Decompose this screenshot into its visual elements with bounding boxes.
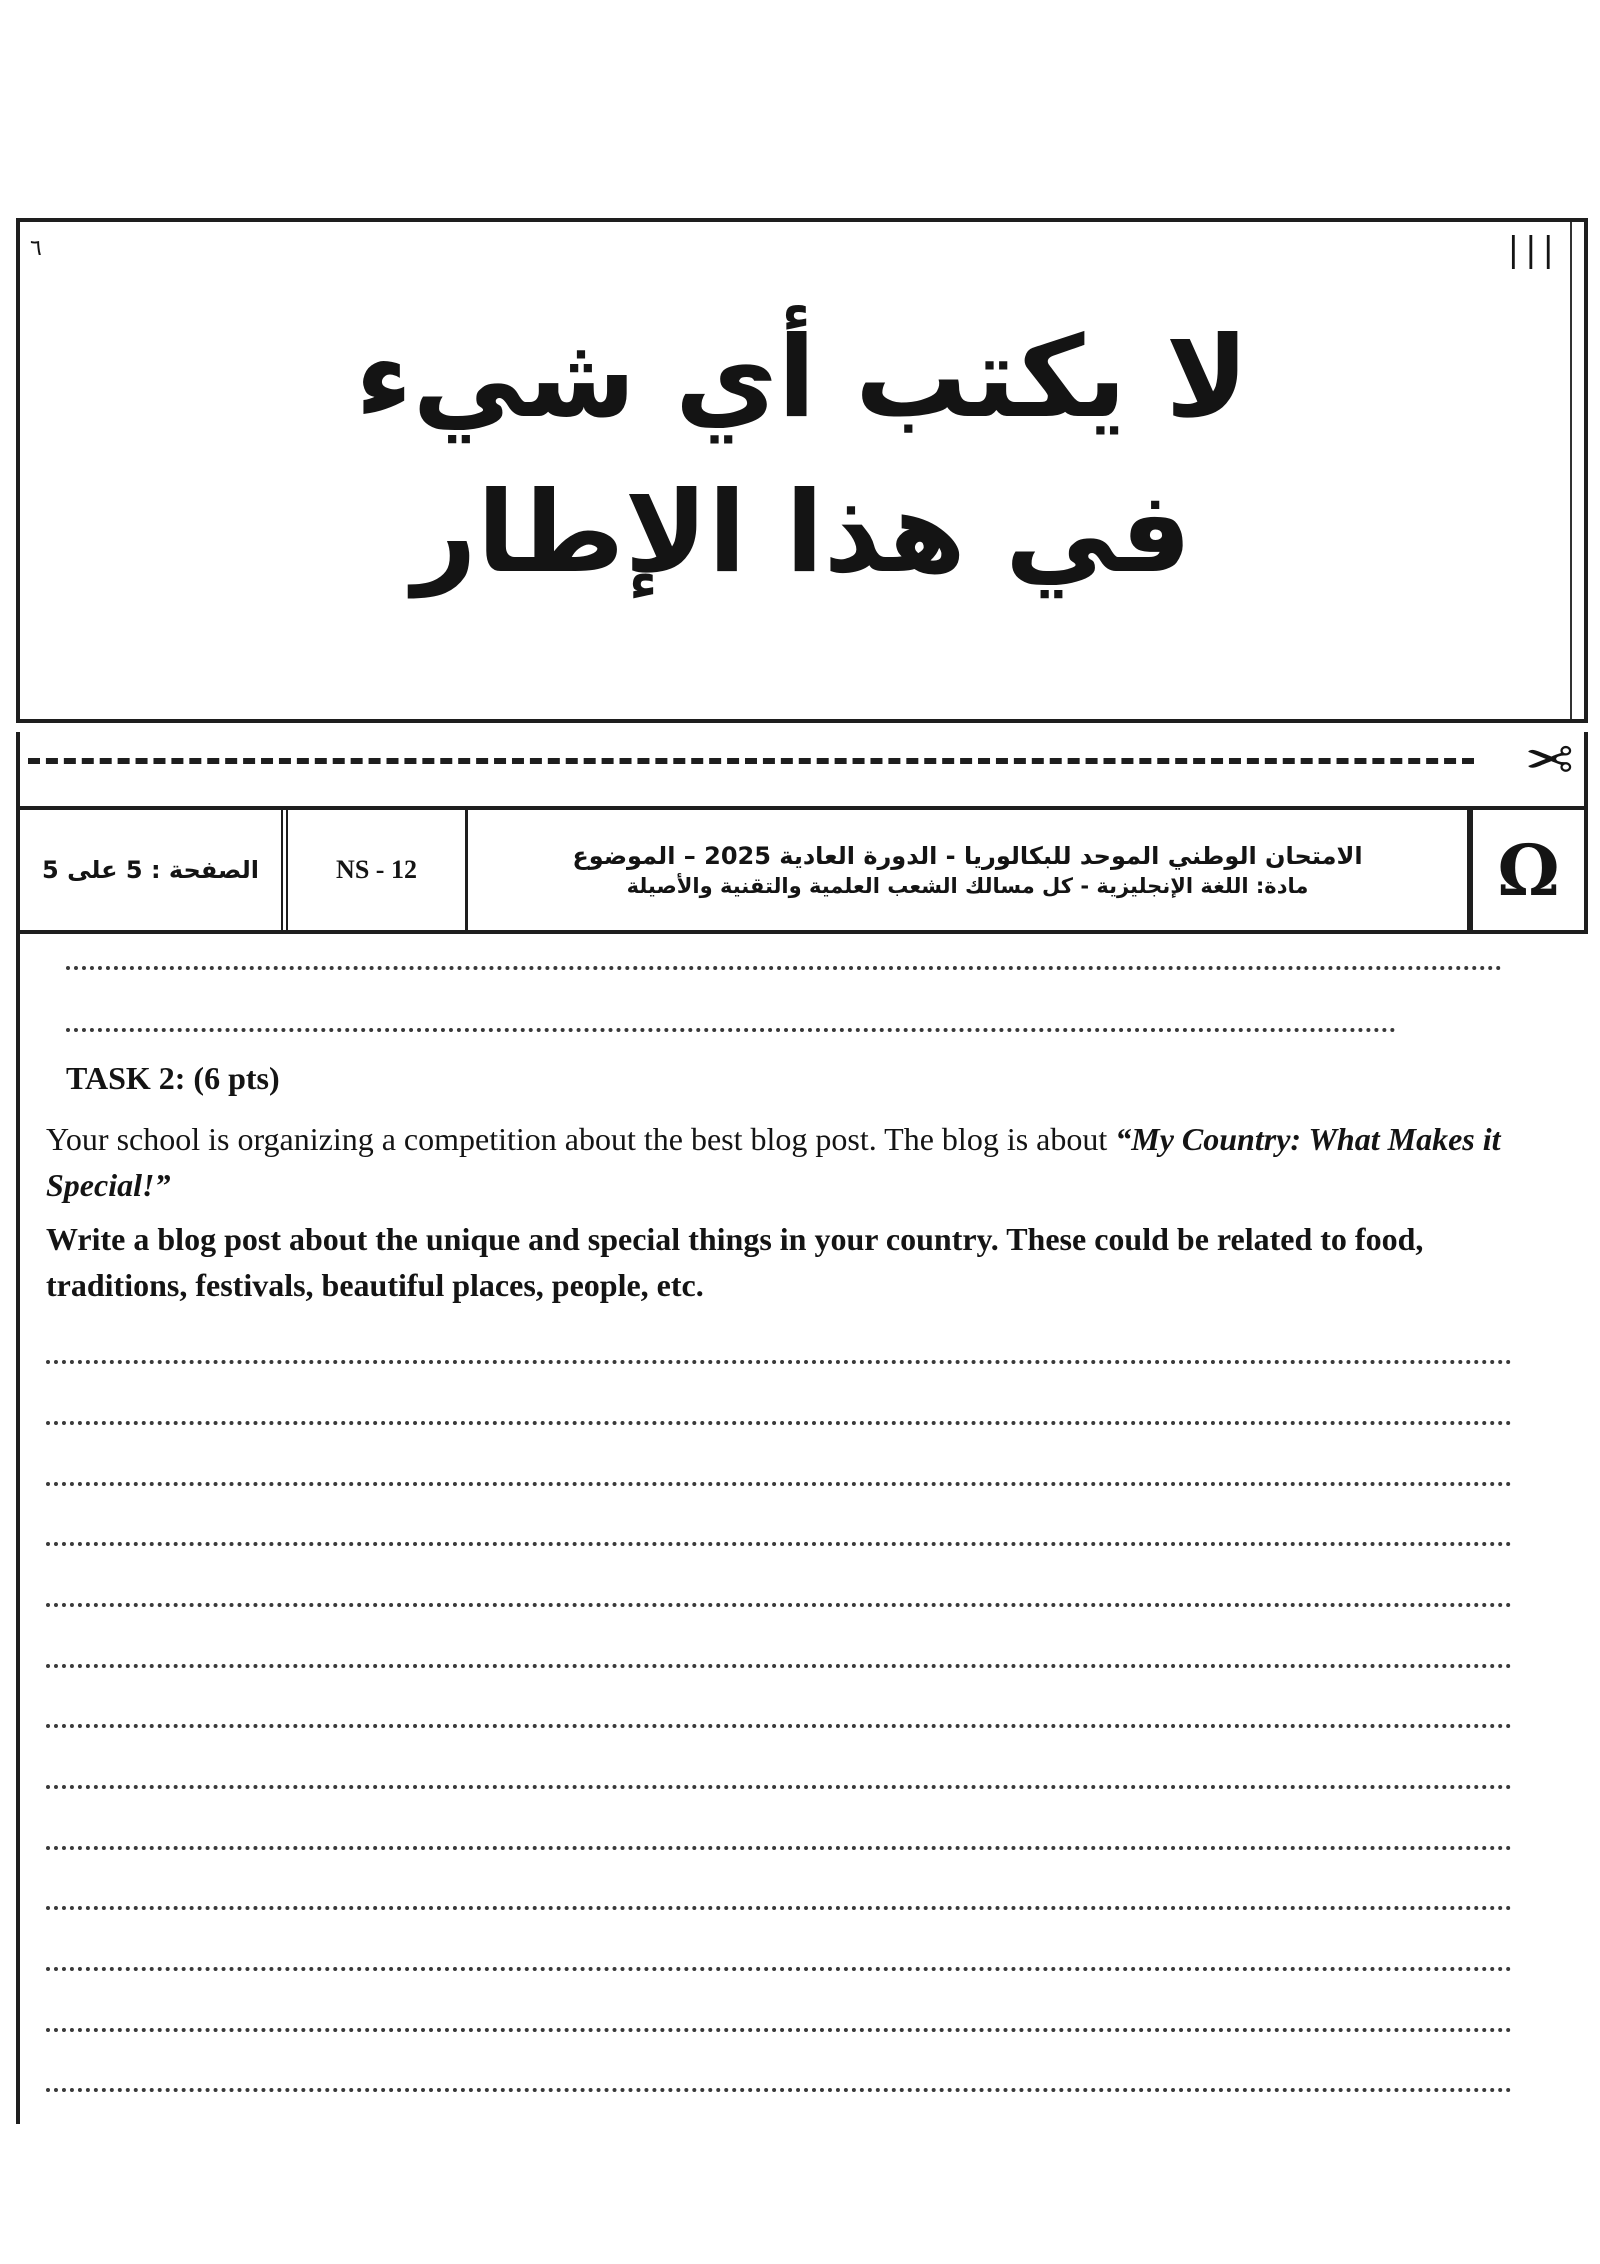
notice-line-2: في هذا الإطار <box>412 468 1192 598</box>
exam-header <box>16 806 1588 934</box>
exam-title: الامتحان الوطني الموحد للبكالوريا - الدورة العادية 2025 – الموضوع <box>572 842 1363 870</box>
answer-line[interactable] <box>46 1664 1512 1668</box>
answer-line[interactable] <box>66 1028 1396 1032</box>
notice-line-1: لا يكتب أي شيء <box>355 313 1249 443</box>
task-intro <box>46 1116 1516 1208</box>
answer-line[interactable] <box>46 1421 1512 1425</box>
logo-cell <box>1470 810 1584 930</box>
corner-mark-right: ||| <box>1507 230 1560 270</box>
scissors-icon: ✂ <box>1525 726 1574 794</box>
exam-code: NS - 12 <box>336 855 417 884</box>
answer-line[interactable] <box>46 1846 1512 1850</box>
cut-line <box>16 726 1588 806</box>
answer-line[interactable] <box>46 1785 1512 1789</box>
exam-code-cell <box>288 810 468 930</box>
answer-line[interactable] <box>46 2088 1512 2092</box>
answer-line[interactable] <box>46 2028 1512 2032</box>
dashed-cut-line <box>28 758 1474 764</box>
answer-line[interactable] <box>46 1603 1512 1607</box>
task-title: TASK 2: (6 pts) <box>66 1060 280 1096</box>
answer-line[interactable] <box>46 1542 1512 1546</box>
content-left-border <box>16 934 20 2124</box>
answer-line[interactable] <box>46 1724 1512 1728</box>
answer-line[interactable] <box>46 1967 1512 1971</box>
answer-line[interactable] <box>46 1482 1512 1486</box>
page-number-cell <box>20 810 288 930</box>
exam-title-cell <box>468 810 1470 930</box>
corner-mark-left: ٦ <box>30 236 42 261</box>
frame-inner-border <box>1570 222 1572 719</box>
answer-line[interactable] <box>46 1360 1512 1364</box>
answer-line[interactable] <box>46 1906 1512 1910</box>
omega-logo-icon: Ω <box>1497 828 1560 912</box>
task-intro-text: Your school is organizing a competition about the best blog post. The blog is about <box>46 1121 1116 1157</box>
answer-line[interactable] <box>66 966 1502 970</box>
blog-topic: “My Country: What Makes it Special!” <box>46 1121 1501 1203</box>
exam-subject: مادة: اللغة الإنجليزية - كل مسالك الشعب العلمية والتقنية والأصيلة <box>626 874 1309 898</box>
page-number: الصفحة : 5 على 5 <box>42 856 259 884</box>
do-not-write-frame <box>16 218 1588 723</box>
task-instruction: Write a blog post about the unique and special things in your country. These could be related to food, traditions, festivals, beautiful places, people, etc. <box>46 1221 1424 1303</box>
